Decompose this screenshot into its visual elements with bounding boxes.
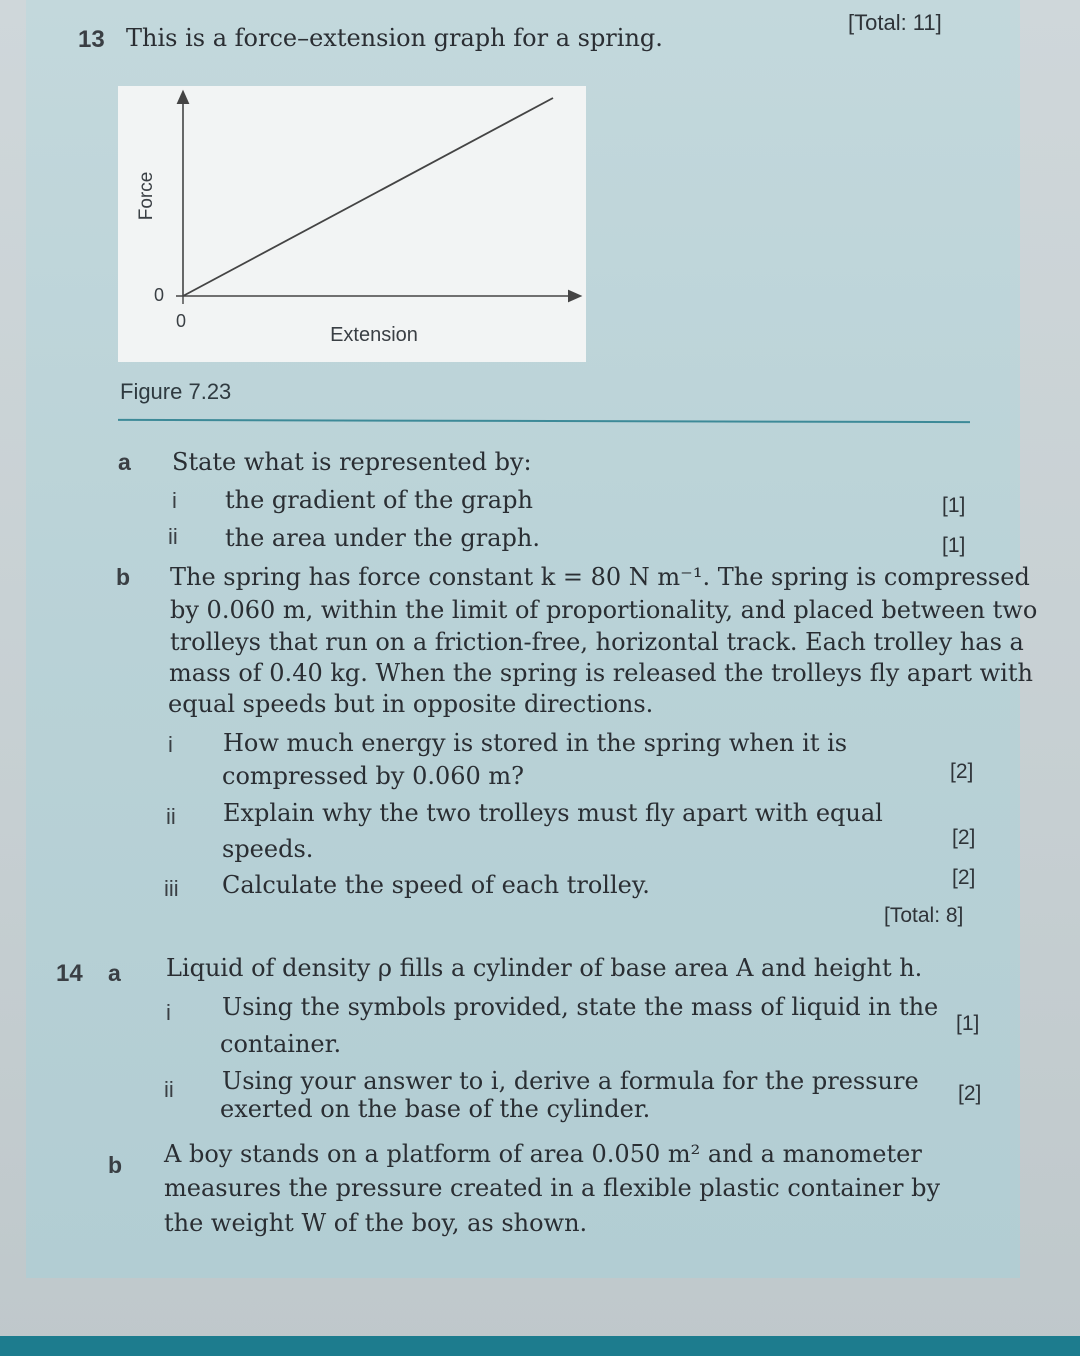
force-extension-figure	[118, 86, 586, 362]
q13-a-i-marks: [1]	[942, 494, 966, 517]
force-extension-graph	[118, 86, 586, 362]
q13-b-line-5: equal speeds but in opposite directions.	[168, 690, 654, 718]
force-extension-line	[183, 98, 553, 296]
q13-b-line-4: mass of 0.40 kg. When the spring is released the trolleys fly apart with	[169, 659, 1033, 687]
q14-part-a-label: a	[108, 960, 121, 986]
q13-b-iii-text: Calculate the speed of each trolley.	[222, 871, 650, 899]
q13-b-i-line-2: compressed by 0.060 m?	[222, 762, 525, 790]
q14-b-line-3: the weight W of the boy, as shown.	[164, 1209, 588, 1237]
q14-a-ii-label: ii	[164, 1077, 174, 1102]
q13-a-i-text: the gradient of the graph	[225, 486, 533, 514]
x-origin-label: 0	[176, 311, 187, 331]
q13-a-ii-label: ii	[168, 524, 178, 549]
q14-a-ii-marks: [2]	[958, 1082, 982, 1105]
q13-b-line-2: by 0.060 m, within the limit of proportionality, and placed between two	[170, 596, 1038, 624]
q14-a-i-line-1: Using the symbols provided, state the mass of liquid in the	[222, 993, 939, 1021]
q14-part-a-stem: Liquid of density ρ fills a cylinder of base area A and height h.	[166, 954, 923, 982]
q13-b-ii-line-1: Explain why the two trolleys must fly apart with equal	[223, 799, 883, 827]
q13-b-i-marks: [2]	[950, 760, 974, 783]
q14-a-ii-line-2: exerted on the base of the cylinder.	[220, 1095, 651, 1123]
q13-b-iii-marks: [2]	[952, 866, 976, 889]
q13-part-a-label: a	[118, 449, 131, 475]
question-13-intro: This is a force–extension graph for a spring.	[126, 24, 663, 52]
q13-b-ii-marks: [2]	[952, 826, 976, 849]
q13-b-total: [Total: 8]	[884, 904, 964, 927]
y-axis-label: Force	[136, 171, 157, 221]
q13-a-i-label: i	[172, 488, 177, 513]
q13-a-ii-marks: [1]	[942, 534, 966, 557]
q13-b-line-1: The spring has force constant k = 80 N m⁻¹. The spring is compressed	[170, 563, 1030, 591]
q14-part-b-label: b	[108, 1152, 123, 1178]
q14-a-i-line-2: container.	[220, 1030, 342, 1058]
figure-caption: Figure 7.23	[120, 379, 232, 404]
q13-a-ii-text: the area under the graph.	[225, 524, 540, 552]
y-origin-label: 0	[154, 285, 165, 305]
q14-a-i-label: i	[166, 1000, 171, 1025]
q13-part-a-stem: State what is represented by:	[172, 448, 532, 476]
page-edge-strip	[0, 1336, 1080, 1356]
question-13-total: [Total: 11]	[848, 10, 942, 35]
q13-b-iii-label: iii	[164, 876, 179, 901]
q14-a-ii-line-1: Using your answer to i, derive a formula for the pressure	[222, 1067, 919, 1095]
q13-b-i-line-1: How much energy is stored in the spring when it is	[223, 729, 848, 757]
question-number-14: 14	[56, 960, 83, 987]
q13-b-i-label: i	[168, 732, 173, 757]
q13-b-ii-line-2: speeds.	[222, 835, 314, 863]
q14-b-line-1: A boy stands on a platform of area 0.050 m² and a manometer	[164, 1140, 922, 1168]
q13-b-ii-label: ii	[166, 804, 176, 829]
question-number-13: 13	[78, 26, 105, 53]
x-axis-label: Extension	[330, 324, 418, 346]
q13-b-line-3: trolleys that run on a friction-free, horizontal track. Each trolley has a	[170, 628, 1024, 656]
q13-part-b-label: b	[116, 564, 131, 590]
q14-a-i-marks: [1]	[956, 1012, 980, 1035]
q14-b-line-2: measures the pressure created in a flexible plastic container by	[164, 1174, 941, 1202]
